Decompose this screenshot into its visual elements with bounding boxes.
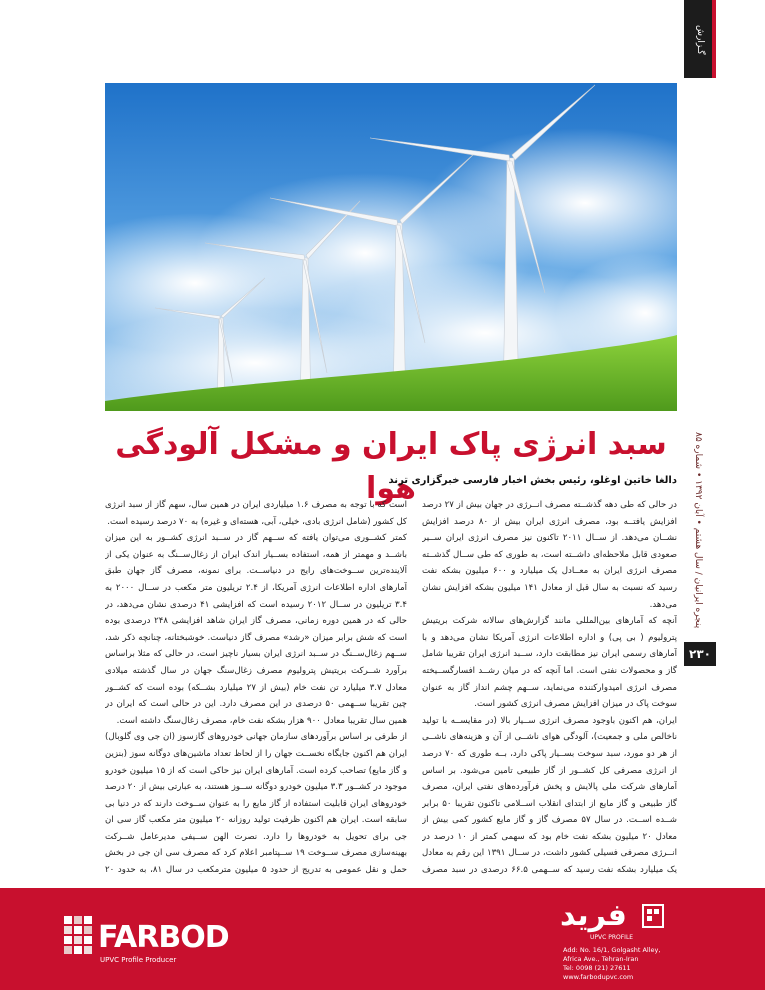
ad-address-line2: Africa Ave., Tehran-Iran bbox=[563, 955, 639, 963]
section-tab-label: گـزارش bbox=[695, 25, 705, 55]
farbod-tagline: UPVC Profile Producer bbox=[100, 956, 177, 964]
paragraph: آنچه که آمارهای بین‌المللی مانند گزارش‌های سالانه شرکت بریتیش پترولیوم ( بی پی) و اداره اطلاعات انرژی آمریکا نشان می‌دهد و با آمارهای رسمی ایران نیز مطابقت دارد، ســبد انرژی ایران تقریبا شامل گاز و محصولات نفتی است. اما آنچه که در میان رشــد افسارگســیخته مصرف انرژی امیدوارکننده می‌نماید، ســهم چشم انداز گاز به عنوان سوخت پاک در میزان افزایش مصرف انرژی کشور است. bbox=[422, 616, 677, 710]
page-number: ۲۳۰ bbox=[684, 642, 716, 666]
section-tab bbox=[684, 0, 716, 78]
farid-caption: UPVC PROFILE bbox=[590, 934, 634, 941]
farid-wordmark: فرید bbox=[560, 898, 627, 933]
paragraph: کمتر کشــوری می‌توان یافته که ســهم گاز در ســبد انرژی کشــور به این میزان باشــد و مهمتر از همه، استفاده بســیار اندک ایران از زغال‌ســنگ به عنوان یکی از آلاینده‌ترین ســوخت‌های رایج در دنیاســت. برای نمونه، مصرف گاز جهان طبق آمارهای اداره اطلاعات انرژی آمریکا، از ۲.۴ تریلیون متر مکعب در ســال ۲۰۰۰ به ۳.۴ تریلیون در ســال ۲۰۱۲ رسیده است که افزایشی ۴۱ درصدی نشان می‌دهد، در حالی که در همین دوره زمانی، مصرف گاز ایران شاهد افزایشی ۲۴۸ درصدی بوده است که شش برابر میزان «رشد» مصرف گاز دنیاست. خوشبختانه، چنانچه ذکر شد، ســهم زغال‌ســنگ در ســبد انرژی ایران بسیار ناچیز است، در حالی که مثلا براساس برآورد شــرکت بریتیش پترولیوم مصرف زغال‌سنگ جهان در سال گذشته میلادی معادل ۳.۷ میلیارد تن نفت خام (بیش از ۲۷ میلیارد بشــکه) بوده است که کشــور چین تقریبا ســهمی ۵۰ درصدی در این مصرف دارد. این در حالی است که ایران در همین سال تقریبا معادل ۹۰۰ هزار بشکه نفت خام، مصرف زغال‌سنگ داشته است. bbox=[105, 533, 407, 726]
paragraph: ایران، هم اکنون باوجود مصرف انرژی ســیار بالا (در مقایســه با تولید ناخالص ملی و جمعیت)، آلودگی هوای ناشــی از آن و هزینه‌های ناشــی از هر دو مورد، سبد سوخت بســیار پاکی دارد، بــه طوری که ۷۰ درصد از انرژی مصرفی کل کشــور از گاز طبیعی تامین می‌شود. بر اساس آمارهای شرکت ملی پالایش و پخش فرآورده‌های نفتی ایران، مصرف گاز طبیعی و گاز مایع از ابتدای انقلاب اســلامی تاکنون تقریبا ۵۰ برابر شــده اســت. در سال ۵۷ مصرف گاز و گاز مایع کشور کمی بیش از معادل ۲۰ میلیون بشکه نفت خام بود که سهمی کمتر از ۱۰ درصد در انــرژی مصرفی فسیلی کشور داشت، در ســال ۱۳۹۱ این رقم به معادل یک میلیارد بشکه نفت رسید که ســهمی ۶۶.۵ درصدی در سبد مصرف bbox=[422, 715, 677, 876]
paragraph: است که با توجه به مصرف ۱.۶ میلیاردی ایران در همین سال، سهم گاز از سبد انرژی کل کشور (شامل انرژی بادی، خیلی، آبی، هسته‌ای و غیره) به ۷۰ درصد رسیده است. bbox=[105, 500, 407, 527]
article-column-right bbox=[422, 497, 677, 877]
ad-tel: Tel: 0098 (21) 27611 bbox=[563, 964, 631, 972]
ad-address-line1: Add: No. 16/1, Golgasht Alley, bbox=[563, 946, 661, 954]
ad-website: www.farbodupvc.com bbox=[563, 973, 634, 981]
farbod-wordmark: FARBOD bbox=[98, 920, 229, 955]
paragraph: از طرفی بر اساس برآوردهای سازمان جهانی خودروهای گازسوز (ان جی وی گلوبال) ایران هم اکنون جایگاه نخســت جهان را از لحاظ تعداد ماشین‌های دوگانه سوز (بنزین و گاز مایع) تصاحب کرده است. آمارهای ایران نیز حاکی است که از ۱۵ میلیون خودرو موجود در کشــور ۳.۳ میلیون خودرو دوگانه ســوز هستند، به عبارتی بیش از ۲۰ درصد خودروهای ایران قابلیت استفاده از گاز مایع را به عنوان ســوخت دارند که در دنیا بی سابقه است. ایران هم اکنون ظرفیت تولید روزانه ۲۰ میلیون متر مکعب گاز سی ان جی برای تحویل به خودروها را دارد. نصرت الهن ســیفی مدیرعامل شــرکت بهینه‌سازی مصرف ســوخت ۱۹ ســپتامبر اعلام کرد که مصرف سی ان جی در بخش حمل و نقل عمومی به تدریج از حدود ۵ میلیون مترمکعب در سال ۸۱، به حدود ۲۰ bbox=[105, 732, 407, 876]
article-column-left bbox=[105, 497, 407, 877]
article-byline: دالغا خاتین اوغلو، رئیس بخش اخبار فارسی خبرگزاری ترند bbox=[388, 475, 677, 486]
paragraph: در حالی که طی دهه گذشــته مصرف انــرژی در جهان بیش از ۲۷ درصد افزایش یافتــه بود، مصرف انرژی ایران بیش از ۸۰ درصد افزایش نشــان می‌دهد. از ســال ۲۰۱۱ تاکنون نیز مصرف انرژی ایران ســیر صعودی قابل ملاحظه‌ای داشــته است، به طوری که طی ســال گذشــته مصرف انرژی ایران به معــادل یک میلیارد و ۶۰۰ میلیون بشکه نفت رسید که نسبت به سال قبل از معادل ۱۴۱ میلیون بشکه افزایش نشان می‌دهد. bbox=[422, 500, 677, 610]
wind-turbines-photo bbox=[105, 83, 677, 411]
issue-info-strip: پنجره ایرانیان / سال هشتم • آبان ۱۳۹۲ • شماره ۸۵ bbox=[693, 431, 703, 629]
article-title: سبد انرژی پاک ایران و مشکل آلودگی هوا bbox=[115, 427, 667, 506]
